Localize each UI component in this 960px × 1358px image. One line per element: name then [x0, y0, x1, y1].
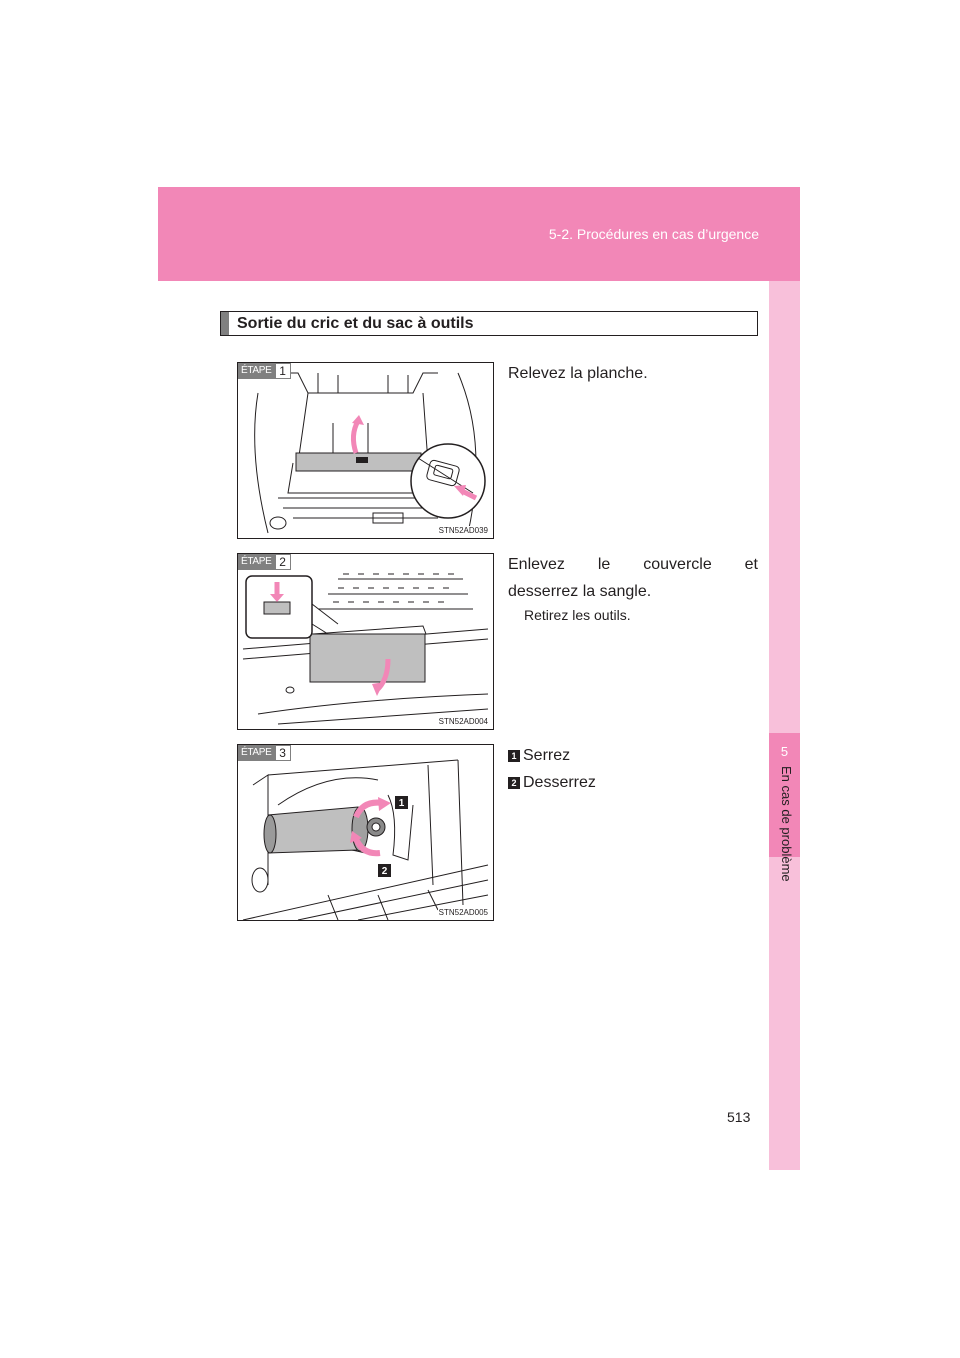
step3-badge [238, 745, 291, 761]
section-title: Sortie du cric et du sac à outils [237, 314, 474, 332]
section-label: 5-2. Procédures en cas d’urgence [548, 226, 759, 242]
etape-number: 1 [275, 363, 291, 379]
step1-illustration [238, 363, 493, 538]
figure-code: STN52AD004 [438, 717, 488, 726]
item-label: Desserrez [523, 774, 596, 791]
etape-number: 3 [275, 745, 291, 761]
page-number: 513 [727, 1109, 751, 1125]
step2-illustration [238, 554, 493, 729]
step3-list [508, 742, 596, 796]
step2-text [508, 551, 758, 605]
step2-line2: desserrez la sangle. [508, 583, 652, 600]
figure-code: STN52AD005 [438, 908, 488, 917]
svg-text:2: 2 [381, 866, 388, 877]
step2-figure [237, 553, 494, 730]
chapter-number: 5 [780, 744, 789, 759]
step2-line1 [508, 551, 758, 578]
step1-text: Relevez la planche. [508, 365, 648, 382]
step2-line1-text: Enlevez le couvercle et [508, 556, 758, 573]
item-number-badge: 1 [508, 750, 520, 762]
svg-text:1: 1 [398, 798, 405, 809]
section-title-marker [221, 312, 229, 335]
list-item [508, 769, 596, 796]
list-item [508, 742, 596, 769]
etape-label: ÉTAPE [238, 554, 275, 570]
item-number-badge: 2 [508, 777, 520, 789]
item-label: Serrez [523, 747, 571, 764]
step2-note: Retirez les outils. [524, 607, 631, 623]
step1-figure [237, 362, 494, 539]
etape-label: ÉTAPE [238, 745, 275, 761]
chapter-title: En cas de problème [779, 766, 794, 882]
step3-illustration [238, 745, 493, 920]
section-title-box [220, 311, 758, 336]
chapter-tab [769, 281, 800, 1170]
step2-badge [238, 554, 291, 570]
step1-badge [238, 363, 291, 379]
etape-number: 2 [275, 554, 291, 570]
figure-code: STN52AD039 [438, 526, 488, 535]
etape-label: ÉTAPE [238, 363, 275, 379]
step3-figure [237, 744, 494, 921]
